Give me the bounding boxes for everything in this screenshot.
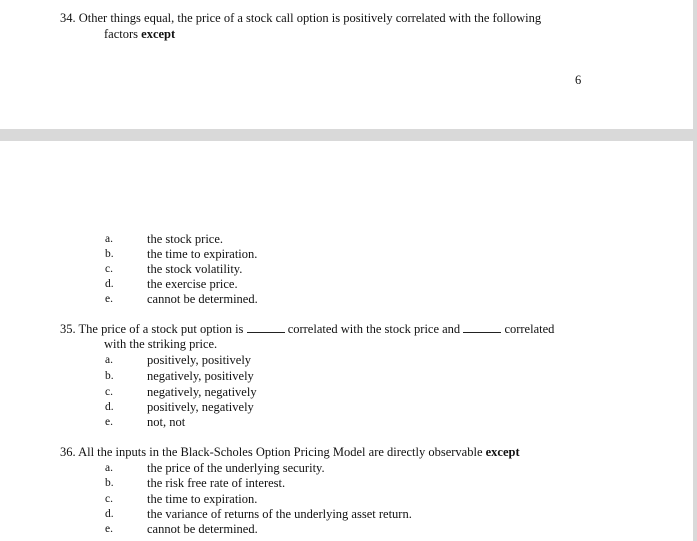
option-text: negatively, positively: [147, 369, 254, 383]
option-letter: d.: [105, 401, 114, 413]
question-36-except-keyword: except: [485, 445, 520, 459]
option-letter: d.: [105, 278, 114, 290]
question-34-line1: [60, 11, 541, 26]
option-text: cannot be determined.: [147, 292, 258, 306]
document-page-bottom: [0, 141, 693, 541]
question-36-line1: [60, 445, 520, 460]
question-35-stem-part2: correlated with the stock price and: [287, 322, 461, 336]
option-text: the stock volatility.: [147, 262, 243, 276]
option-text: the exercise price.: [147, 277, 238, 291]
option-letter: a.: [105, 233, 113, 245]
option-letter: c.: [105, 386, 113, 398]
fill-in-blank: [463, 322, 501, 333]
question-34-stem-line1: Other things equal, the price of a stock call option is positively correlated with the following: [78, 11, 542, 25]
question-35-line1: [60, 322, 554, 337]
question-36-stem: All the inputs in the Black-Scholes Option Pricing Model are directly observable: [78, 445, 483, 459]
option-text: the time to expiration.: [147, 492, 258, 506]
option-letter: c.: [105, 493, 113, 505]
option-text: the time to expiration.: [147, 247, 258, 261]
option-text: the stock price.: [147, 232, 224, 246]
page-number: 6: [575, 73, 582, 87]
option-text: negatively, negatively: [147, 385, 257, 399]
option-letter: e.: [105, 523, 113, 535]
option-letter: b.: [105, 370, 114, 382]
question-35-stem-part1: The price of a stock put option is: [78, 322, 244, 336]
option-letter: c.: [105, 263, 113, 275]
question-34-stem-line2-prefix: factors: [104, 27, 139, 41]
question-35-number: 35.: [60, 322, 76, 336]
option-letter: a.: [105, 354, 113, 366]
option-text: the price of the underlying security.: [147, 461, 325, 475]
option-text: positively, negatively: [147, 400, 254, 414]
option-text: the risk free rate of interest.: [147, 476, 286, 490]
option-letter: d.: [105, 508, 114, 520]
question-35-line2: with the striking price.: [104, 337, 218, 351]
option-letter: b.: [105, 477, 114, 489]
option-letter: b.: [105, 248, 114, 260]
option-text: cannot be determined.: [147, 522, 258, 536]
option-text: positively, positively: [147, 353, 252, 367]
option-text: the variance of returns of the underlying asset return.: [147, 507, 412, 521]
option-letter: e.: [105, 416, 113, 428]
question-36-number: 36.: [60, 445, 76, 459]
option-text: not, not: [147, 415, 186, 429]
question-35-stem-part3: correlated: [504, 322, 555, 336]
question-34-except-keyword: except: [141, 27, 176, 41]
question-34-number: 34.: [60, 11, 76, 25]
fill-in-blank: [247, 322, 285, 333]
question-34-line2: [104, 27, 175, 42]
document-page-top: [0, 0, 693, 129]
option-letter: a.: [105, 462, 113, 474]
option-letter: e.: [105, 293, 113, 305]
